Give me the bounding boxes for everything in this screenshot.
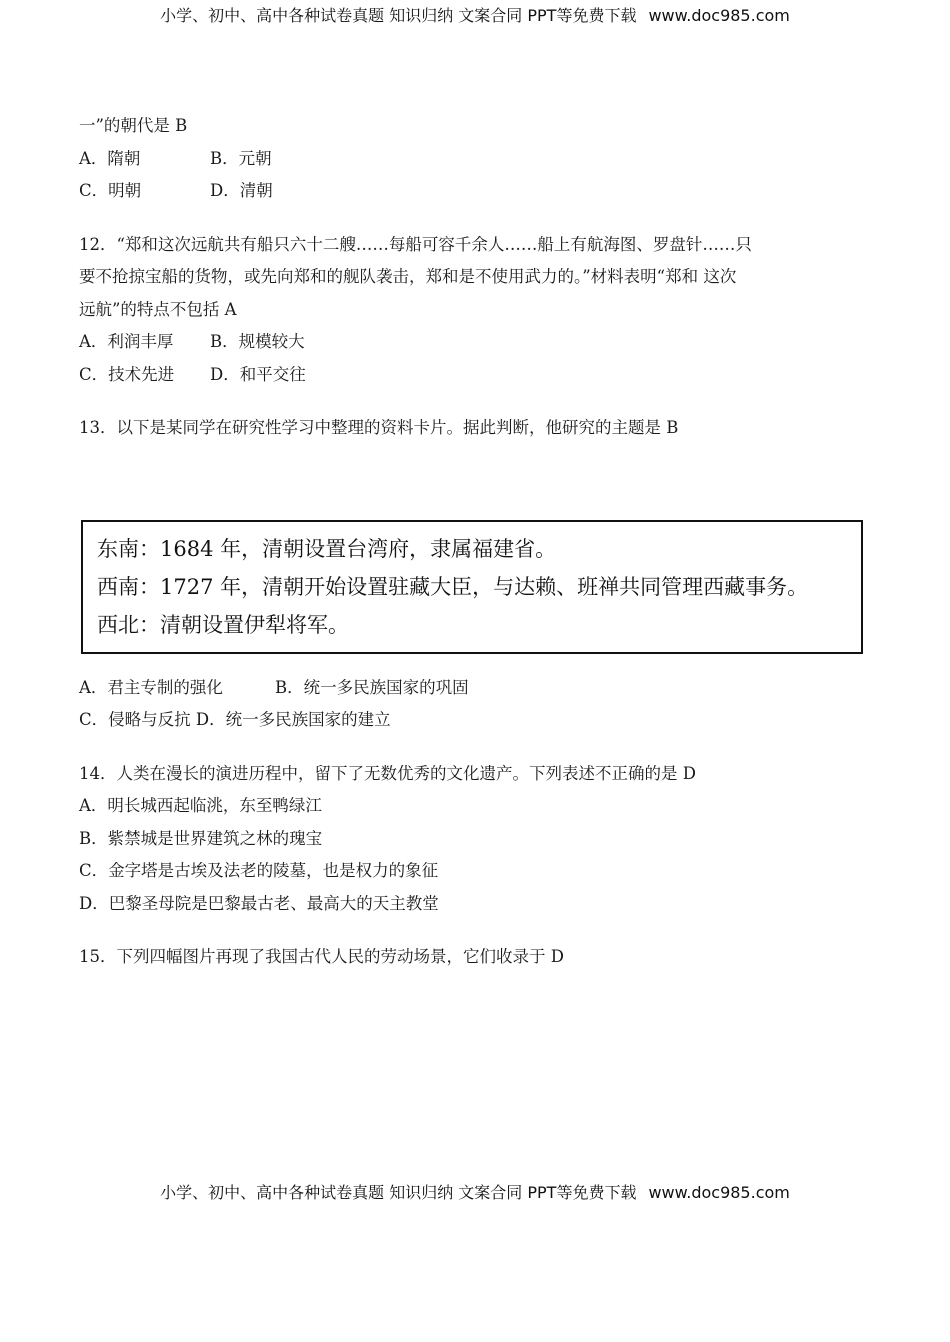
question-13 — [79, 412, 879, 445]
question-13-options-row-2 — [79, 704, 879, 737]
question-13-options — [79, 672, 879, 737]
option-b: B．统一多民族国家的巩固 — [275, 677, 469, 697]
card-row-northwest: 西北：清朝设置伊犁将军。 — [97, 612, 349, 637]
option-b: B．元朝 — [210, 148, 272, 168]
option-a: A．明长城西起临洮，东至鸭绿江 — [79, 796, 322, 815]
question-12-line-2: 要不抢掠宝船的货物，或先向郑和的舰队袭击，郑和是不使用武力的。”材料表明“郑和 这次 — [79, 267, 737, 286]
data-card — [81, 520, 863, 654]
option-a: A．君主专制的强化 — [79, 677, 223, 697]
option-a: A．隋朝 — [79, 148, 141, 168]
question-12-options-row-2 — [79, 359, 879, 392]
question-11 — [79, 110, 879, 208]
question-12 — [79, 229, 879, 392]
option-d: D．巴黎圣母院是巴黎最古老、最高大的天主教堂 — [79, 893, 439, 913]
option-c: C．明朝 — [79, 181, 142, 200]
card-row-southeast: 东南：1684 年，清朝设置台湾府，隶属福建省。 — [97, 536, 557, 561]
option-c: C．侵略与反抗 — [79, 710, 191, 729]
question-15-stem: 15．下列四幅图片再现了我国古代人民的劳动场景，它们收录于 D — [79, 947, 564, 966]
header-banner-text: 小学、初中、高中各种试卷真题 知识归纳 文案合同 PPT等免费下载 — [160, 6, 637, 25]
question-12-options-row-1 — [79, 326, 879, 359]
question-14 — [79, 758, 879, 921]
option-c: C．金字塔是古埃及法老的陵墓，也是权力的象征 — [79, 861, 439, 880]
document-body — [79, 110, 879, 974]
question-11-tail: 一”的朝代是 B — [79, 116, 188, 135]
option-d: D．统一多民族国家的建立 — [195, 710, 391, 729]
option-b: B．规模较大 — [210, 332, 305, 351]
question-13-stem: 13．以下是某同学在研究性学习中整理的资料卡片。据此判断，他研究的主题是 B — [79, 418, 679, 437]
option-d: D．清朝 — [210, 181, 273, 200]
footer-site-link[interactable]: www.doc985.com — [648, 1183, 790, 1202]
header-banner — [0, 3, 950, 26]
header-site-link[interactable]: www.doc985.com — [648, 6, 790, 25]
question-14-stem: 14．人类在漫长的演进历程中，留下了无数优秀的文化遗产。下列表述不正确的是 D — [79, 763, 696, 783]
question-15 — [79, 941, 879, 974]
option-a: A．利润丰厚 — [79, 332, 174, 351]
option-d: D．和平交往 — [210, 364, 306, 384]
footer-banner — [0, 1180, 950, 1203]
option-b: B．紫禁城是世界建筑之林的瑰宝 — [79, 828, 323, 848]
footer-banner-text: 小学、初中、高中各种试卷真题 知识归纳 文案合同 PPT等免费下载 — [160, 1183, 637, 1202]
question-11-options-row-2 — [79, 175, 879, 208]
question-12-line-3: 远航”的特点不包括 A — [79, 299, 237, 319]
question-12-line-1: 12．“郑和这次远航共有船只六十二艘……每船可容千余人……船上有航海图、罗盘针……只 — [79, 234, 752, 254]
question-11-options-row-1 — [79, 143, 879, 176]
question-13-options-row-1 — [79, 672, 879, 705]
option-c: C．技术先进 — [79, 364, 175, 384]
card-row-southwest: 西南：1727 年，清朝开始设置驻藏大臣，与达赖、班禅共同管理西藏事务。 — [97, 574, 809, 599]
